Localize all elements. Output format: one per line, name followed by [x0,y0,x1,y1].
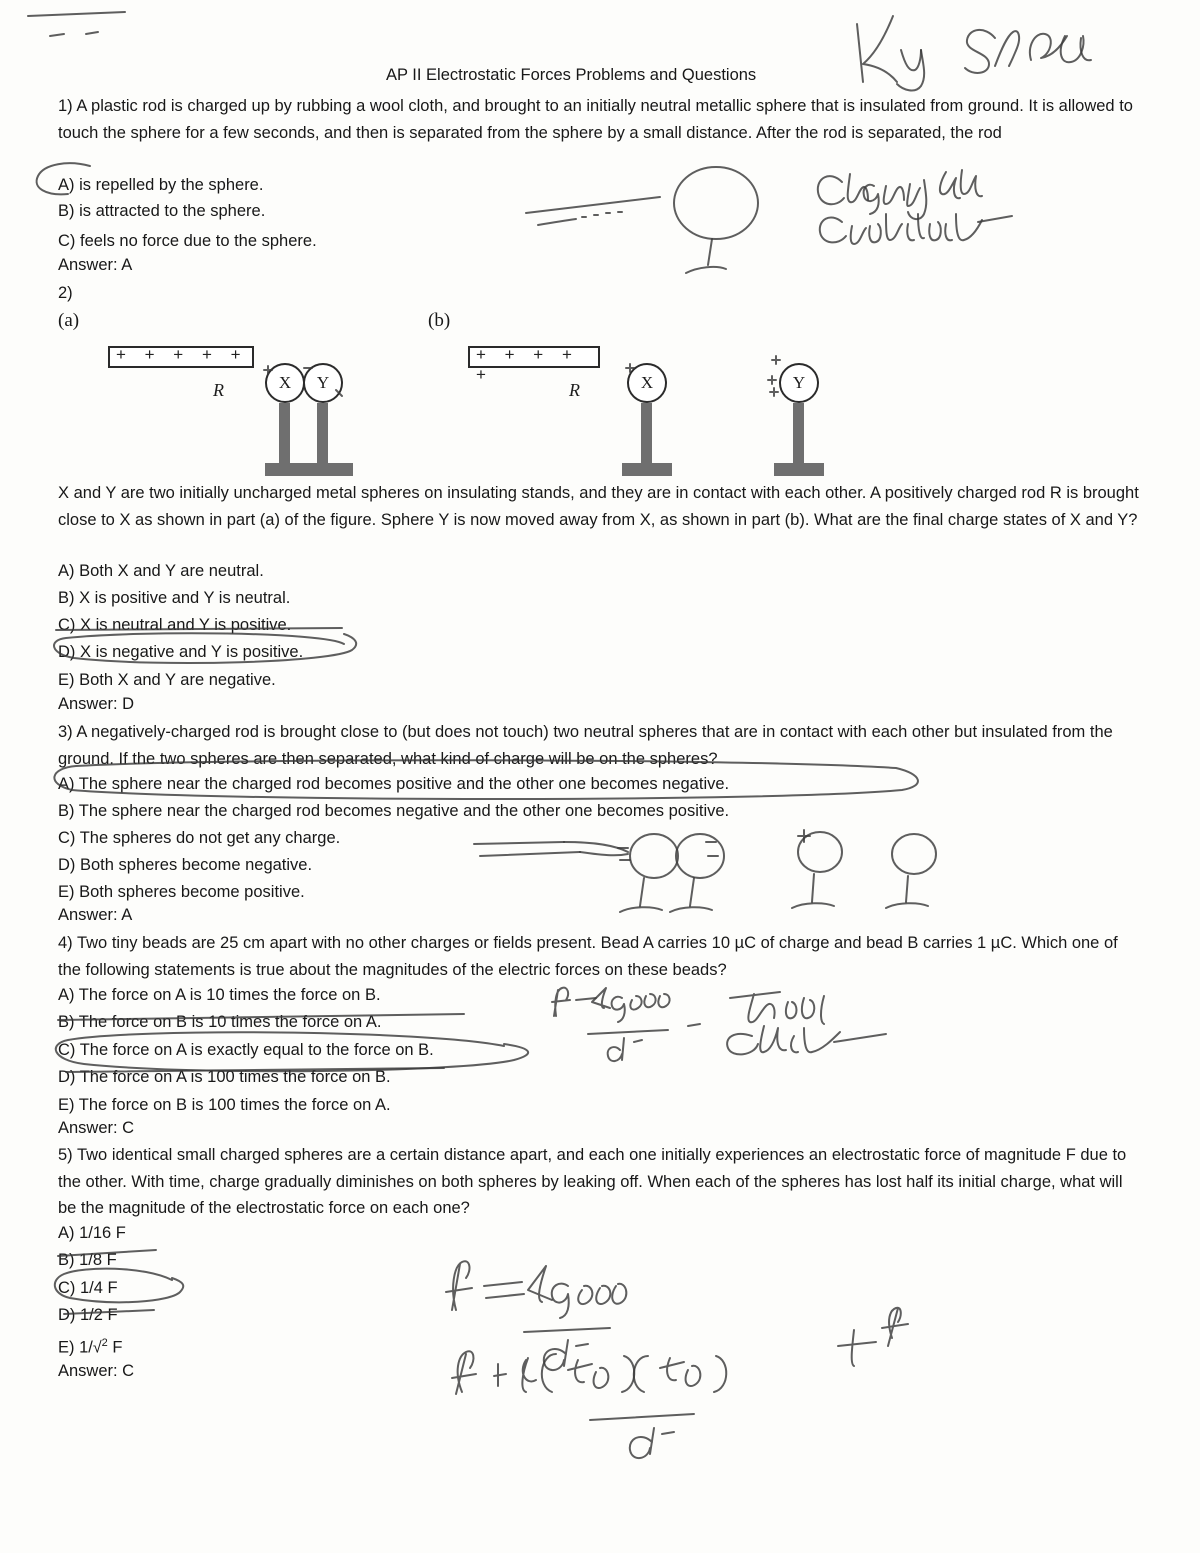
figure-b-stand-post-x [641,403,652,463]
figure-part-a-label: (a) [58,310,80,331]
question-3-option-c[interactable]: C) The spheres do not get any charge. [58,829,341,847]
question-5-option-e[interactable] [58,1330,122,1362]
question-4-option-c[interactable]: C) The force on A is exactly equal to the force on B. [58,1041,434,1059]
figure-b-stand-base-x [622,463,672,476]
handwritten-note-conduction [812,160,1042,250]
question-2-stem: X and Y are two initially uncharged metal spheres on insulating stands, and they are in contact with each other. A positively charged rod R is brought close to X as shown in part (a) of the figure. Sphere Y is now moved away from X, as shown in part (b). What are the final charge states of X and Y? [58,484,1139,529]
question-4-option-b[interactable]: B) The force on B is 10 times the force on A. [58,1013,382,1031]
question-5-number: 5) [58,1146,73,1164]
figure-a-stand-base [265,463,353,476]
question-1-option-c[interactable]: C) feels no force due to the sphere. [58,232,317,250]
question-5-option-e-exponent: 2 [101,1337,108,1349]
handdrawn-rod-and-spheres-q3 [468,832,948,920]
question-5-option-e-suffix: F [112,1338,123,1357]
question-1-number: 1) [58,97,73,115]
question-5-option-c[interactable]: C) 1/4 F [58,1279,118,1297]
question-3-option-a[interactable]: A) The sphere near the charged rod becomes positive and the other one becomes negative. [58,775,730,793]
figure-b-rod-label: R [569,380,580,400]
question-3-option-e[interactable]: E) Both spheres become positive. [58,883,305,901]
question-3-answer: Answer: A [58,906,133,924]
question-5-option-e-prefix: E) 1/ [58,1338,93,1357]
question-3-stem [58,719,1143,772]
figure-part-b-label: (b) [428,310,451,331]
question-1-answer: Answer: A [58,256,133,274]
question-1-stem [58,93,1143,146]
scan-artifact-mark [20,4,150,44]
question-2-option-e[interactable]: E) Both X and Y are negative. [58,671,276,689]
question-5-option-a[interactable]: A) 1/16 F [58,1224,126,1242]
question-3-option-b[interactable]: B) The sphere near the charged rod becomes negative and the other one becomes positive. [58,802,730,820]
question-4-number: 4) [58,934,73,952]
question-5-answer: Answer: C [58,1362,135,1380]
figure-b-sphere-x: X [627,363,667,403]
question-4-option-e[interactable]: E) The force on B is 100 times the force on A. [58,1096,391,1114]
question-1-option-a[interactable]: A) is repelled by the sphere. [58,176,264,194]
question-4-option-a[interactable]: A) The force on A is 10 times the force on B. [58,986,381,1004]
figure-a-plate-charges: + + + + + [116,345,248,364]
question-3-text: A negatively-charged rod is brought close to (but does not touch) two neutral spheres that are in contact with each other but insulated from the ground. If the two spheres are then separated, what kind of charge will be on the spheres? [58,723,1113,768]
question-5-text: Two identical small charged spheres are a certain distance apart, and each one initially experiences an electrostatic force of magnitude F due to the other. With time, charge gradually diminishes on both spheres by leaking off. When each of the spheres has lost half its initial charge, what will be the magnitude of the electrostatic force on each one? [58,1146,1127,1217]
figure-b-charged-plate [468,345,600,384]
handdrawn-rod-and-sphere-q1 [520,155,810,280]
question-2-number: 2) [58,284,73,302]
question-2-answer: Answer: D [58,695,135,713]
question-5-option-d[interactable]: D) 1/2 F [58,1306,118,1324]
figure-b-plate-charges: + + + + + [476,345,579,384]
question-3-number: 3) [58,723,73,741]
question-3-option-d[interactable]: D) Both spheres become negative. [58,856,313,874]
question-5-stem [58,1142,1143,1222]
question-4-stem [58,930,1143,983]
figure-a-rod-label: R [213,380,224,400]
question-2-option-d[interactable]: D) X is negative and Y is positive. [58,643,304,661]
question-4-option-d[interactable]: D) The force on A is 100 times the force on B. [58,1068,391,1086]
figure-a-stand-post-x [279,403,290,463]
handwritten-work-q5 [440,1250,940,1460]
question-4-answer: Answer: C [58,1119,135,1137]
figure-a-sphere-x: X [265,363,305,403]
figure-a-charged-plate [108,346,254,368]
figure-b-stand-base-y [774,463,824,476]
figure-b-sphere-y: Y [779,363,819,403]
question-1-text: A plastic rod is charged up by rubbing a wool cloth, and brought to an initially neutral metallic sphere that is insulated from ground. It is allowed to touch the sphere for a few seconds, and then is separated from the sphere by a small distance. After the rod is separated, the rod [58,97,1133,142]
question-2-option-c[interactable]: C) X is neutral and Y is positive. [58,616,292,634]
question-4-text: Two tiny beads are 25 cm apart with no other charges or fields present. Bead A carries 10 µC of charge and bead B carries 1 µC. Which one of the following statements is true about the magnitudes of the electric forces on these beads? [58,934,1118,979]
question-1-option-b[interactable]: B) is attracted to the sphere. [58,202,266,220]
sqrt-icon: √ [92,1339,102,1357]
figure-a-stand-post-y [317,403,328,463]
page-title: AP II Electrostatic Forces Problems and Questions [386,66,757,84]
question-5-option-b[interactable]: B) 1/8 F [58,1251,117,1269]
figure-a-sphere-y: Y [303,363,343,403]
figure-b-stand-post-y [793,403,804,463]
handwritten-coulomb-formula-q4 [548,980,1008,1076]
handwritten-key-label [845,10,1105,90]
question-2-option-b[interactable]: B) X is positive and Y is neutral. [58,589,291,607]
question-2-option-a[interactable]: A) Both X and Y are neutral. [58,562,264,580]
